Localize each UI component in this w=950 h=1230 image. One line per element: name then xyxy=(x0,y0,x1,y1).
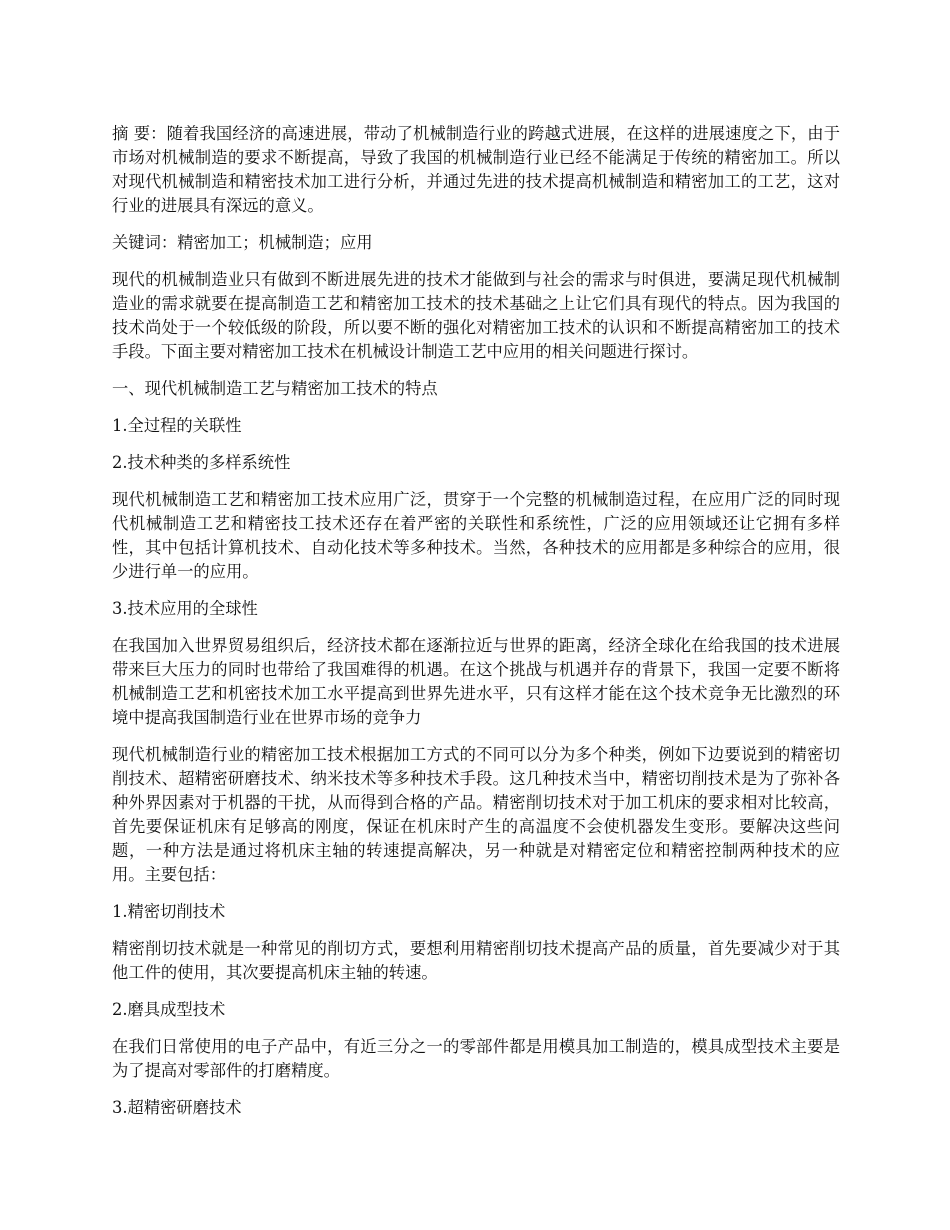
document-page xyxy=(112,122,840,1133)
body-paragraph: 在我们日常使用的电子产品中，有近三分之一的零部件都是用模具加工制造的，模具成型技术主要是为了提高对零部件的打磨精度。 xyxy=(112,1037,840,1080)
subheading-1-2: 2.技术种类的多样系统性 xyxy=(112,453,291,472)
body-paragraph: 现代机械制造工艺和精密加工技术应用广泛，贯穿于一个完整的机械制造过程，在应用广泛的同时现代机械制造工艺和精密技工技术还存在着严密的关联性和系统性，广泛的应用领域还让它拥有多样性，其中包括计算机技术、自动化技术等多种技术。当然，各种技术的应用都是多种综合的应用，很少进行单一的应用。 xyxy=(112,490,840,581)
abstract-paragraph: 摘 要：随着我国经济的高速进展，带动了机械制造行业的跨越式进展，在这样的进展速度之下，由于市场对机械制造的要求不断提高，导致了我国的机械制造行业已经不能满足于传统的精密加工。所以对现代机械制造和精密技术加工进行分析，并通过先进的技术提高机械制造和精密加工的工艺，这对行业的进展具有深远的意义。 xyxy=(112,124,840,215)
subheading-2-2: 2.磨具成型技术 xyxy=(112,1000,226,1019)
intro-paragraph: 现代的机械制造业只有做到不断进展先进的技术才能做到与社会的需求与时俱进，要满足现代机械制造业的需求就要在提高制造工艺和精密加工技术的技术基础之上让它们具有现代的特点。因为我国的技术尚处于一个较低级的阶段，所以要不断的强化对精密加工技术的认识和不断提高精密加工的技术手段。下面主要对精密加工技术在机械设计制造工艺中应用的相关问题进行探讨。 xyxy=(112,270,840,361)
subheading-1-3: 3.技术应用的全球性 xyxy=(112,599,258,618)
section-heading-1: 一、现代机械制造工艺与精密加工技术的特点 xyxy=(112,379,438,398)
keywords-line: 关键词：精密加工；机械制造；应用 xyxy=(112,233,373,252)
body-paragraph: 现代机械制造行业的精密加工技术根据加工方式的不同可以分为多个种类，例如下边要说到的精密切削技术、超精密研磨技术、纳米技术等多种技术手段。这几种技术当中，精密切削技术是为了弥补各种外界因素对于机器的干扰，从而得到合格的产品。精密削切技术对于加工机床的要求相对比较高，首先要保证机床有足够高的刚度，保证在机床时产生的高温度不会使机器发生变形。要解决这些问题，一种方法是通过将机床主轴的转速提高解决，另一种就是对精密定位和精密控制两种技术的应用。主要包括： xyxy=(112,745,840,884)
body-paragraph: 在我国加入世界贸易组织后，经济技术都在逐渐拉近与世界的距离，经济全球化在给我国的技术进展带来巨大压力的同时也带给了我国难得的机遇。在这个挑战与机遇并存的背景下，我国一定要不断将机械制造工艺和机密技术加工水平提高到世界先进水平，只有这样才能在这个技术竞争无比激烈的环境中提高我国制造行业在世界市场的竞争力 xyxy=(112,636,840,727)
subheading-1-1: 1.全过程的关联性 xyxy=(112,416,242,435)
subheading-2-3: 3.超精密研磨技术 xyxy=(112,1098,242,1117)
subheading-2-1: 1.精密切削技术 xyxy=(112,902,226,921)
body-paragraph: 精密削切技术就是一种常见的削切方式，要想利用精密削切技术提高产品的质量，首先要减少对于其他工件的使用，其次要提高机床主轴的转速。 xyxy=(112,939,840,982)
